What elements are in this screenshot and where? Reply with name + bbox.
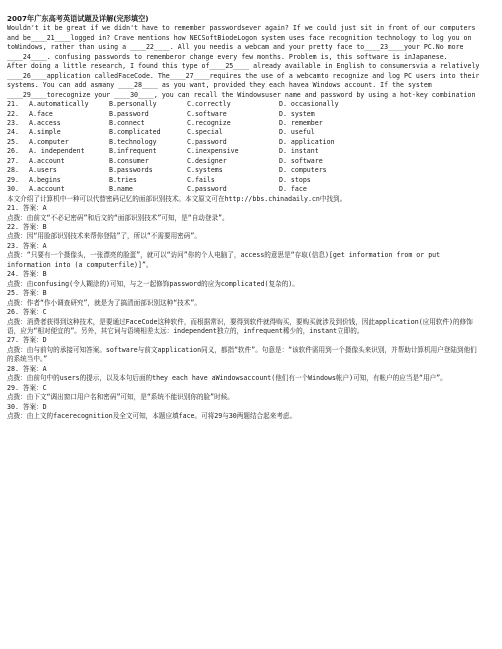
option-choice: D. software <box>279 156 323 165</box>
answer-explanation: 点拨：消费者获得到这种技术，是要通过FaceCode这种软件，而根据常识，要得到软件就得购买，要购买就涉及到价钱，因此application(应用软件)的修饰语，应为“相对便宜的”。另外，其它词与语境相差太远：independent独立的，infrequent稀少的，instant立即的。 <box>7 317 473 335</box>
question-number: 29. <box>7 175 19 184</box>
answer-block <box>7 336 482 364</box>
answer-block <box>7 289 482 308</box>
option-choice: D. computers <box>279 166 327 175</box>
option-choice: C.correctly <box>187 100 231 109</box>
answer-key: 28. 答案：A <box>7 364 47 373</box>
answer-explanation: 点拨：由下文“调出窗口用户名和密码”可知，是“系统不能识别你的脸”时候。 <box>7 393 234 402</box>
option-choice: C.fails <box>187 175 215 184</box>
option-choice: B.personally <box>109 100 157 109</box>
option-choice: D. application <box>279 137 335 146</box>
option-choice: D. occasionally <box>279 100 339 109</box>
answer-explanation: 点拨：由前文“不必记密码”和后文的“面部识别技术”可知，是“自动登录”。 <box>7 213 229 222</box>
answer-key: 29. 答案：C <box>7 383 47 392</box>
answer-explanation: 点拨：因“用脸部识别技术来帮你登陆”了，所以“不需要用密码”。 <box>7 232 201 241</box>
answer-explanations <box>7 204 482 421</box>
option-choice: B.technology <box>109 137 157 146</box>
option-choice: C.password <box>187 185 227 194</box>
option-choice: C.designer <box>187 156 227 165</box>
question-number: 25. <box>7 137 19 146</box>
document-title: 2007年广东高考英语试题及详解(完形填空) <box>7 14 149 23</box>
question-number: 23. <box>7 118 19 127</box>
answer-explanation: 点拨：由与前句的承接可知答案。software与前文application同义，都指“软件”。句意是：“该软件需用到一个摄像头来识别，并帮助计算机用户登陆到他们的系统当中。” <box>7 345 477 364</box>
question-number: 24. <box>7 128 19 137</box>
option-choice: B.tries <box>109 175 137 184</box>
option-row <box>7 176 482 185</box>
option-choice: D. instant <box>279 147 319 156</box>
option-choice: B.connect <box>109 118 145 127</box>
cloze-passage <box>7 24 482 100</box>
option-choice: A.face <box>29 109 53 118</box>
option-row <box>7 100 482 109</box>
answer-key: 24. 答案：B <box>7 270 47 279</box>
option-row <box>7 119 482 128</box>
option-choice: C.password <box>187 137 227 146</box>
answer-explanation: 点拨：作者“作小调查研究”，就是为了搞清面部识别这种“技术”。 <box>7 298 201 307</box>
answer-block <box>7 308 482 336</box>
option-choice: A.computer <box>29 137 69 146</box>
option-choice: D. useful <box>279 128 315 137</box>
answer-block <box>7 223 482 242</box>
option-row <box>7 138 482 147</box>
option-choice: A.users <box>29 166 57 175</box>
answer-block <box>7 242 482 270</box>
option-choice: D. stops <box>279 175 311 184</box>
option-row <box>7 128 482 137</box>
option-choice: D. face <box>279 185 307 194</box>
option-choice: C.systems <box>187 166 223 175</box>
option-choice: A.account <box>29 156 65 165</box>
answer-explanation: 点拨：“只要有一个摄像头，一张漂亮的脸蛋”，就可以“访问”你的个人电脑了，access的意思是“存取(信息)[get information from or put information into (a computerfile)]”。 <box>7 251 441 269</box>
passage-paragraph: After doing a little research, I found this type of____25____ already available in English to consumersvia a relatively ____26____application calledFaceCode. The____27____requires the use of a webcamto recognize and log PC users into their systems. You can add asmany ____28____ as you want, provided they each havea Windows account. If the system ____29____torecognize your ____30____, you can recall the Windowsuser name and password by using a hot-key combination <box>7 62 480 99</box>
option-choice: B.complicated <box>109 128 161 137</box>
answer-block <box>7 204 482 223</box>
option-choice: C.special <box>187 128 223 137</box>
option-choice: A.account <box>29 185 65 194</box>
answer-key: 22. 答案：B <box>7 222 47 231</box>
answer-explanation: 点拨：由上文的facerecognition及全文可知，本题应填face。可将29与30两题结合起来考虑。 <box>7 412 297 421</box>
option-choice: B.infrequent <box>109 147 157 156</box>
answer-block <box>7 270 482 289</box>
answer-key: 21. 答案：A <box>7 204 47 213</box>
source-note: 本文介绍了计算机中一种可以代替密码记忆的面部识别技术。本文原文可在http://bbs.chinadaily.cn中找到。 <box>7 194 347 203</box>
option-row <box>7 157 482 166</box>
option-choice: B.name <box>109 185 133 194</box>
answer-key: 26. 答案：C <box>7 308 47 317</box>
option-choice: A.automatically <box>29 100 89 109</box>
option-choice: B.password <box>109 109 149 118</box>
option-choice: A. independent <box>29 147 85 156</box>
question-number: 28. <box>7 166 19 175</box>
option-choice: B.passwords <box>109 166 153 175</box>
option-choice: A.simple <box>29 128 61 137</box>
question-number: 27. <box>7 156 19 165</box>
option-choice: A.begins <box>29 175 61 184</box>
option-choice: C.inexpensive <box>187 147 239 156</box>
answer-key: 27. 答案：D <box>7 336 47 345</box>
option-row <box>7 166 482 175</box>
answer-block <box>7 365 482 384</box>
question-number: 21. <box>7 100 19 109</box>
answer-explanation: 点拨：由前句中的users的提示，以及本句后面的they each have aWindowsaccount(他们有一个Windows帐户)可知，有帐户的应当是“用户”。 <box>7 374 447 383</box>
question-number: 30. <box>7 185 19 194</box>
option-choice: D. remember <box>279 118 323 127</box>
option-choice: A.access <box>29 118 61 127</box>
option-row <box>7 147 482 156</box>
question-number: 22. <box>7 109 19 118</box>
answer-block <box>7 403 482 422</box>
option-row <box>7 110 482 119</box>
answer-options <box>7 100 482 195</box>
answer-block <box>7 384 482 403</box>
option-row <box>7 185 482 194</box>
option-choice: C.software <box>187 109 227 118</box>
option-choice: B.consumer <box>109 156 149 165</box>
answer-key: 30. 答案：D <box>7 402 47 411</box>
option-choice: D. system <box>279 109 315 118</box>
option-choice: C.recognize <box>187 118 231 127</box>
answer-key: 23. 答案：A <box>7 241 47 250</box>
question-number: 26. <box>7 147 19 156</box>
answer-key: 25. 答案：B <box>7 289 47 298</box>
answer-explanation: 点拨：由confusing(令人糊涂的)可知，与之一起修饰password的应为complicated(复杂的)。 <box>7 279 299 288</box>
passage-paragraph: Wouldn't it be great if we didn't have to remember passwordsever again? If we could just sit in front of our computers and be____21____logged in? Crave mentions how NECSoftBiodeLogon system uses face recognition technology to log you on toWindows, rather than using a ____22____. All you needis a webcam and your pretty face to____23____your PC.No more ____24____. confusing passwords to rememberor change every few months. Problem is, this software is inJapanese. <box>7 24 476 61</box>
